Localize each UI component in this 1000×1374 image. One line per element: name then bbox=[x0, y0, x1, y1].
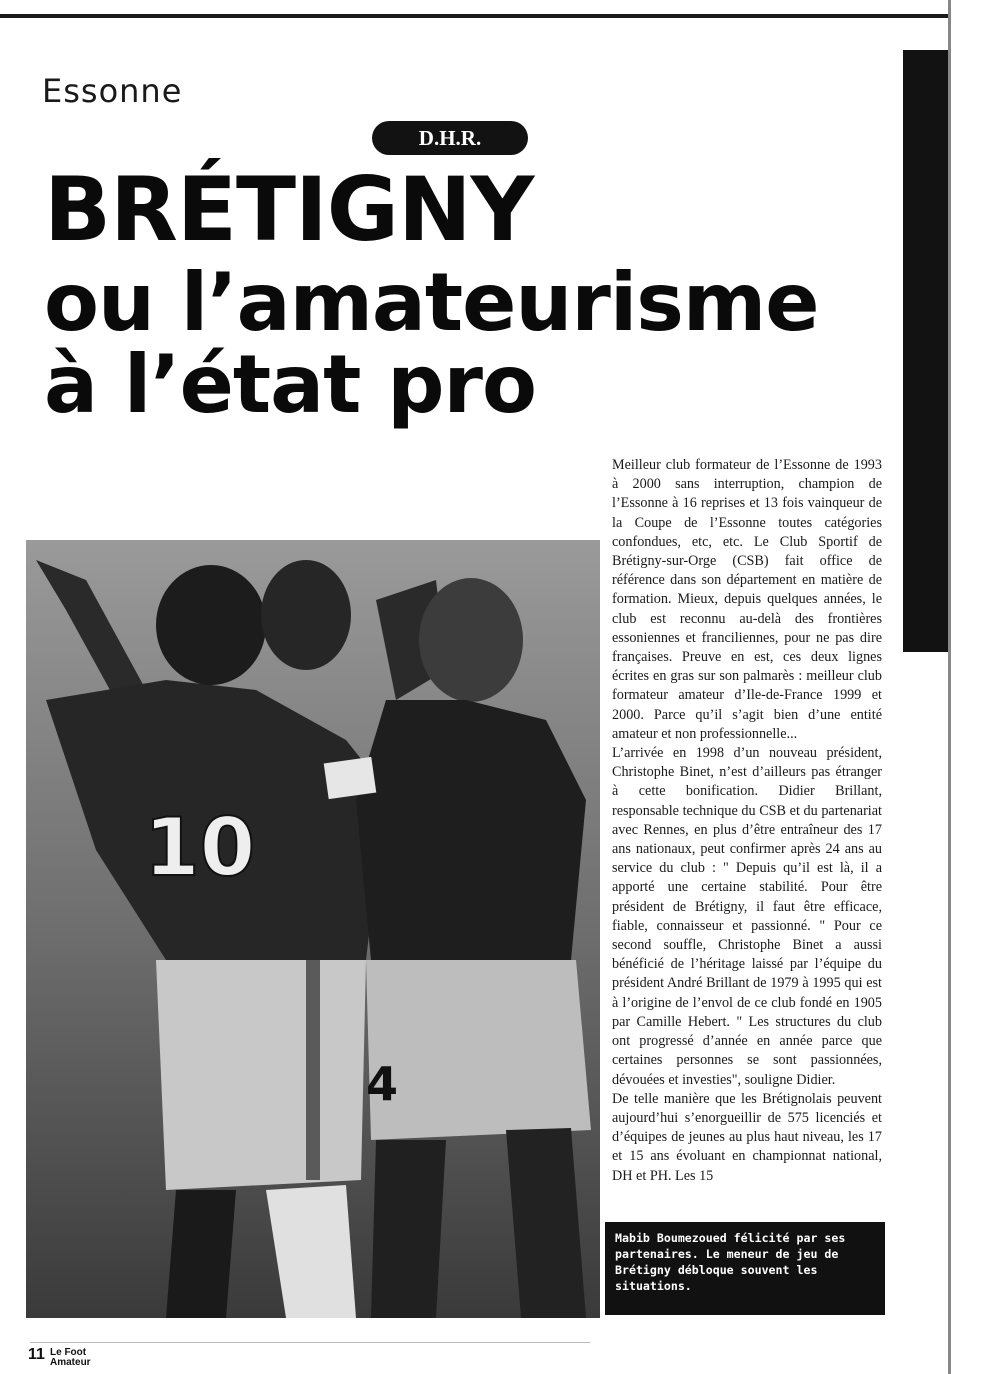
footer-rule bbox=[30, 1342, 590, 1343]
page-number: 11 bbox=[28, 1346, 45, 1363]
magazine-brand-line-2: Amateur bbox=[50, 1357, 91, 1368]
player-4-leg-left bbox=[371, 1140, 446, 1318]
magazine-brand bbox=[50, 1348, 91, 1368]
article-paragraph: De telle manière que les Brétignolais peuvent aujourd’hui s’enorgueillir de 575 licenciés et d’équipes de jeunes au plus haut niveau, les 17 et 15 ans évoluant en championnat national, DH et PH. Les 15 bbox=[612, 1090, 882, 1184]
right-edge-bar bbox=[903, 50, 951, 652]
team-photo-illustration bbox=[26, 540, 600, 1318]
team-photo bbox=[26, 540, 600, 1318]
player-10-shorts-stripe bbox=[306, 960, 320, 1180]
headline-line-2: ou l’amateurisme bbox=[44, 256, 819, 349]
article-body bbox=[612, 456, 882, 1186]
top-rule bbox=[0, 14, 950, 18]
player-10-shorts bbox=[156, 960, 366, 1190]
captain-armband bbox=[324, 757, 377, 799]
player-4-shirt bbox=[356, 700, 586, 960]
article-paragraph: Meilleur club formateur de l’Essonne de 1993 à 2000 sans interruption, champion de l’Essonne à 16 reprises et 13 fois vainqueur de la Coupe de l’Essonne toutes catégories confondues, etc, etc. Le Club Sportif de Brétigny-sur-Orge (CSB) fait office de référence dans son département en matière de formation. Mieux, depuis quelques années, le club est reconnu au-delà des frontières essoniennes et franciliennes, pour ne pas dire françaises. Preuve en est, ces deux lignes écrites en gras sur son palmarès : meilleur club formateur amateur d’Ile-de-France 1999 et 2000. Parce qu’il s’agit bien d’une entité amateur et non professionnelle... bbox=[612, 457, 882, 742]
page-edge-shadow bbox=[948, 0, 951, 1374]
article-paragraph: L’arrivée en 1998 d’un nouveau président, Christophe Binet, n’est d’ailleurs pas étranger à cette bonification. Didier Brillant, responsable technique du CSB et du partenariat avec Rennes, en plus d’être entraîneur des 17 ans nationaux, peut confirmer après 24 ans au service du club : " Depuis qu’il est là, il a apporté une certaine stabilité. Pour être président de Brétigny, il faut être efficace, fiable, connaisseur et passionné. " Pour ce second souffle, Christophe Binet a aussi bénéficié de l’héritage laissé par l’équipe du président André Brillant de 1979 à 1995 qui est à l’origine de l’envol de ce club fondé en 1905 par Camille Hebert. " Les structures du club ont progressé d’année en année parce que certaines personnes se sont passionnées, dévouées et investies", souligne Didier. bbox=[612, 745, 882, 1088]
player-10-head bbox=[156, 565, 266, 685]
player-4-head bbox=[419, 578, 523, 702]
category-badge: D.H.R. bbox=[372, 121, 528, 155]
headline-line-1: BRÉTIGNY bbox=[44, 158, 534, 261]
player-10-leg bbox=[166, 1190, 236, 1318]
headline-line-3: à l’état pro bbox=[44, 338, 536, 431]
player-10-number: 10 bbox=[144, 801, 256, 894]
player-middle-head bbox=[261, 560, 351, 670]
photo-caption: Mabib Boumezoued félicité par ses partenaires. Le meneur de jeu de Brétigny débloque souvent les situations. bbox=[605, 1222, 885, 1315]
player-4-number: 4 bbox=[366, 1057, 399, 1111]
headline bbox=[44, 158, 819, 431]
section-label: Essonne bbox=[42, 72, 183, 110]
player-4-shorts bbox=[366, 960, 591, 1140]
magazine-brand-line-1: Le Foot bbox=[50, 1347, 87, 1358]
